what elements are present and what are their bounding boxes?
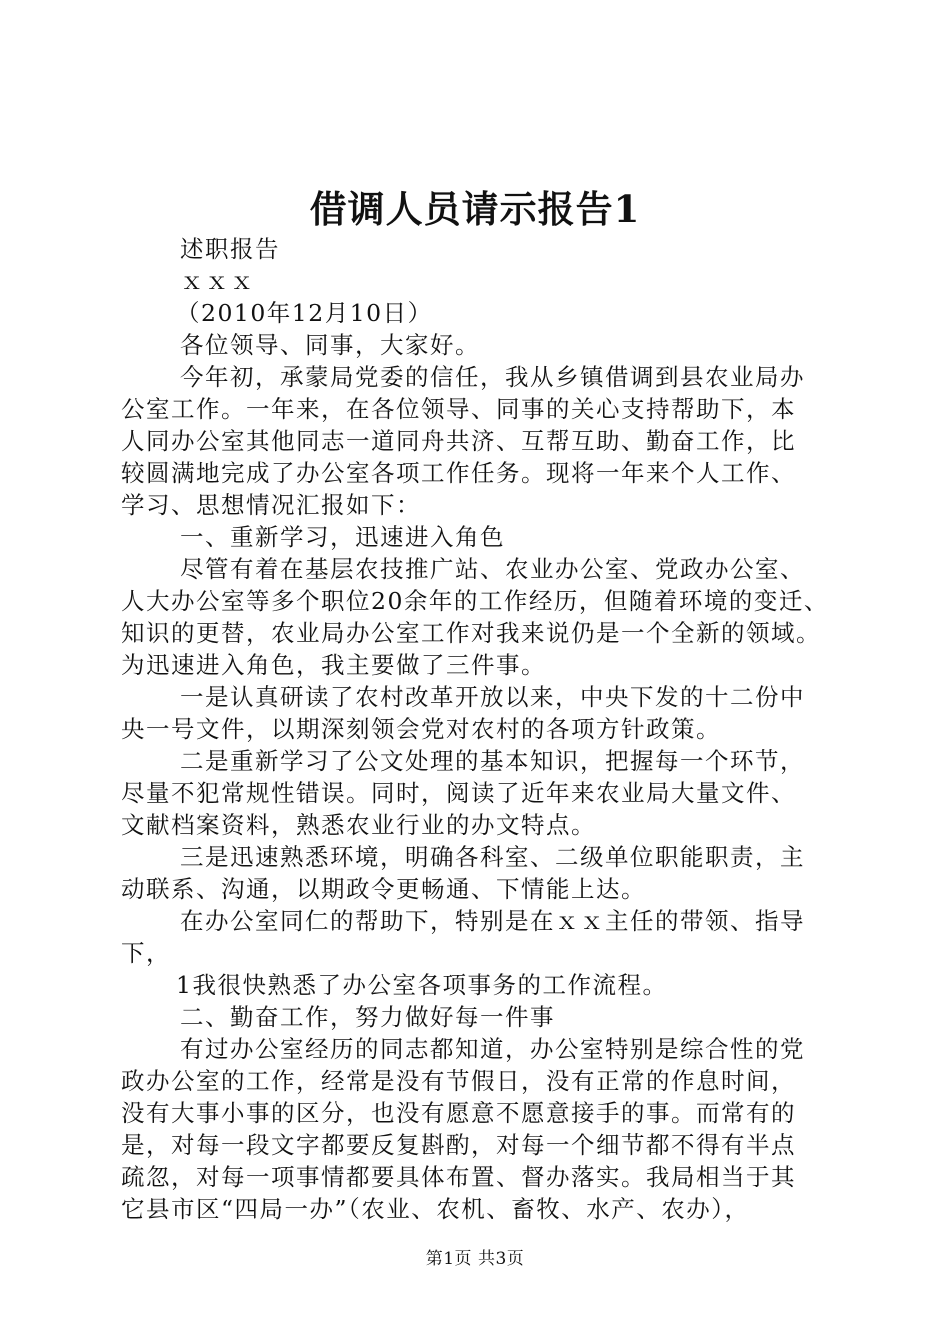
body-line: 文献档案资料，熟悉农业行业的办文特点。: [121, 811, 596, 839]
body-line: 动联系、沟通，以期政令更畅通、下情能上达。: [121, 875, 646, 903]
body-line: （2010年12月10日）: [176, 299, 433, 327]
body-line: 在办公室同仁的帮助下，特别是在ｘｘ主任的带领、指导: [180, 907, 805, 935]
body-line: 今年初，承蒙局党委的信任，我从乡镇借调到县农业局办: [180, 363, 805, 391]
body-line: 疏忽，对每一项事情都要具体布置、督办落实。我局相当于其: [121, 1163, 796, 1191]
body-line: 尽管有着在基层农技推广站、农业办公室、党政办公室、: [180, 555, 805, 583]
body-line: 三是迅速熟悉环境，明确各科室、二级单位职能职责，主: [180, 843, 805, 871]
body-line: 下，: [121, 939, 171, 967]
body-line: 二是重新学习了公文处理的基本知识，把握每一个环节，: [180, 747, 805, 775]
body-line: 较圆满地完成了办公室各项工作任务。现将一年来个人工作、: [121, 459, 796, 487]
document-body: [121, 233, 841, 1225]
body-line: 一是认真研读了农村改革开放以来，中央下发的十二份中: [180, 683, 805, 711]
body-line: 它县市区“四局一办”（农业、农机、畜牧、水产、农办），: [121, 1195, 750, 1223]
body-line: ｘｘｘ: [180, 267, 255, 295]
section-heading: 一、重新学习，迅速进入角色: [180, 523, 505, 551]
body-line: 公室工作。一年来，在各位领导、同事的关心支持帮助下，本: [121, 395, 796, 423]
page-footer: 第1页 共3页: [425, 1249, 525, 1269]
body-line: 尽量不犯常规性错误。同时，阅读了近年来农业局大量文件、: [121, 779, 796, 807]
body-line: 学习、思想情况汇报如下：: [121, 491, 421, 519]
body-line: 是，对每一段文字都要反复斟酌，对每一个细节都不得有半点: [121, 1131, 796, 1159]
body-line: 政办公室的工作，经常是没有节假日，没有正常的作息时间，: [121, 1067, 796, 1095]
body-line: 央一号文件，以期深刻领会党对农村的各项方针政策。: [121, 715, 721, 743]
body-line: 为迅速进入角色，我主要做了三件事。: [121, 651, 546, 679]
section-heading: 二、勤奋工作，努力做好每一件事: [180, 1003, 555, 1031]
body-line: 没有大事小事的区分，也没有愿意不愿意接手的事。而常有的: [121, 1099, 796, 1127]
body-line: 有过办公室经历的同志都知道，办公室特别是综合性的党: [180, 1035, 805, 1063]
body-line: 知识的更替，农业局办公室工作对我来说仍是一个全新的领域。: [121, 619, 821, 647]
body-line: 人同办公室其他同志一道同舟共济、互帮互助、勤奋工作，比: [121, 427, 796, 455]
body-line: 人大办公室等多个职位20余年的工作经历，但随着环境的变迁、: [121, 587, 829, 615]
document-title: 借调人员请示报告1: [309, 187, 641, 231]
body-line: 各位领导、同事，大家好。: [180, 331, 480, 359]
body-line: 1我很快熟悉了办公室各项事务的工作流程。: [176, 971, 668, 999]
body-line: 述职报告: [180, 235, 280, 263]
